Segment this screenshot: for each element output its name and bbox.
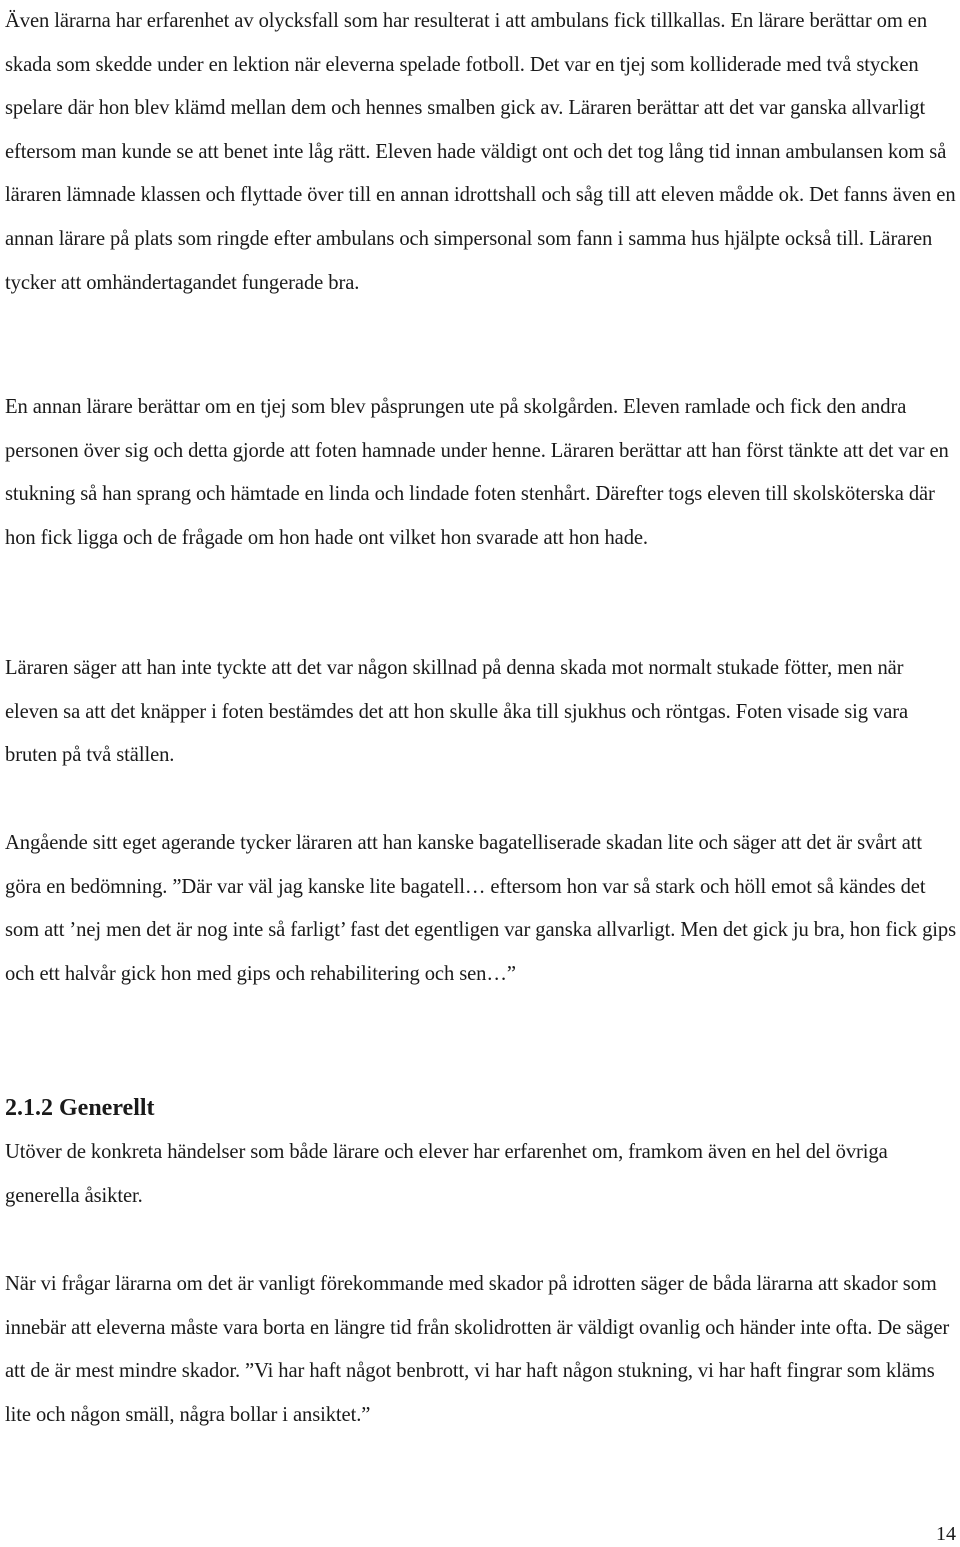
paragraph-ambulance-incident: Även lärarna har erfarenhet av olycksfall som har resulterat i att ambulans fick tillkallas. En lärare berättar om en skada som skedde under en lektion när eleverna spelade fotboll. Det var en tjej som kolliderade med två stycken spelare där hon blev klämd mellan dem och hennes smalben gick av. Läraren berättar att det var ganska allvarligt eftersom man kunde se att benet inte låg rätt. Eleven hade väldigt ont och det tog lång tid innan ambulansen kom så läraren lämnade klassen och flyttade över till en annan idrottshall och såg till att eleven mådde ok. Det fanns även en annan lärare på plats som ringde efter ambulans och simpersonal som fann i samma hus hjälpte också till. Läraren tycker att omhändertagandet fungerade bra. — [5, 10, 956, 294]
paragraph-xray-outcome: Läraren säger att han inte tyckte att det var någon skillnad på denna skada mot normalt stukade fötter, men när eleven sa att det knäpper i foten bestämdes det att hon skulle åka till sjukhus och röntgas. Foten visade sig vara bruten på två ställen. — [5, 657, 909, 767]
paragraph-general-views: Utöver de konkreta händelser som både lärare och elever har erfarenhet om, framkom även en hel del övriga generella åsikter. — [5, 1141, 888, 1207]
paragraph-injury-frequency: När vi frågar lärarna om det är vanligt förekommande med skador på idrotten säger de båda lärarna att skador som innebär att eleverna måste vara borta en längre tid från skolidrotten är väldigt ovanlig och händer inte ofta. De säger att de är mest mindre skador. ”Vi har haft något benbrott, vi har haft någon stukning, vi har haft fingrar som kläms lite och någon smäll, några bollar i ansiktet.” — [5, 1273, 950, 1426]
paragraph-schoolyard-incident: En annan lärare berättar om en tjej som blev påsprungen ute på skolgården. Eleven ramlade och fick den andra personen över sig och detta gjorde att foten hamnade under henne. Läraren berättar att han först tänkte att det var en stukning så han sprang och hämtade en linda och lindade foten stenhårt. Därefter togs eleven till skolsköterska där hon fick ligga och de frågade om hon hade ont vilket hon svarade att hon hade. — [5, 396, 949, 549]
paragraph-teacher-reflection: Angående sitt eget agerande tycker läraren att han kanske bagatelliserade skadan lite och säger att det är svårt att göra en bedömning. ”Där var väl jag kanske lite bagatell… eftersom hon var så stark och höll emot så kändes det som att ’nej men det är nog inte så farligt’ fast det egentligen var ganska allvarligt. Men det gick ju bra, hon fick gips och ett halvår gick hon med gips och rehabilitering och sen…” — [5, 832, 957, 985]
page-number: 14 — [936, 1523, 956, 1545]
section-heading: 2.1.2 Generellt — [5, 1095, 155, 1121]
